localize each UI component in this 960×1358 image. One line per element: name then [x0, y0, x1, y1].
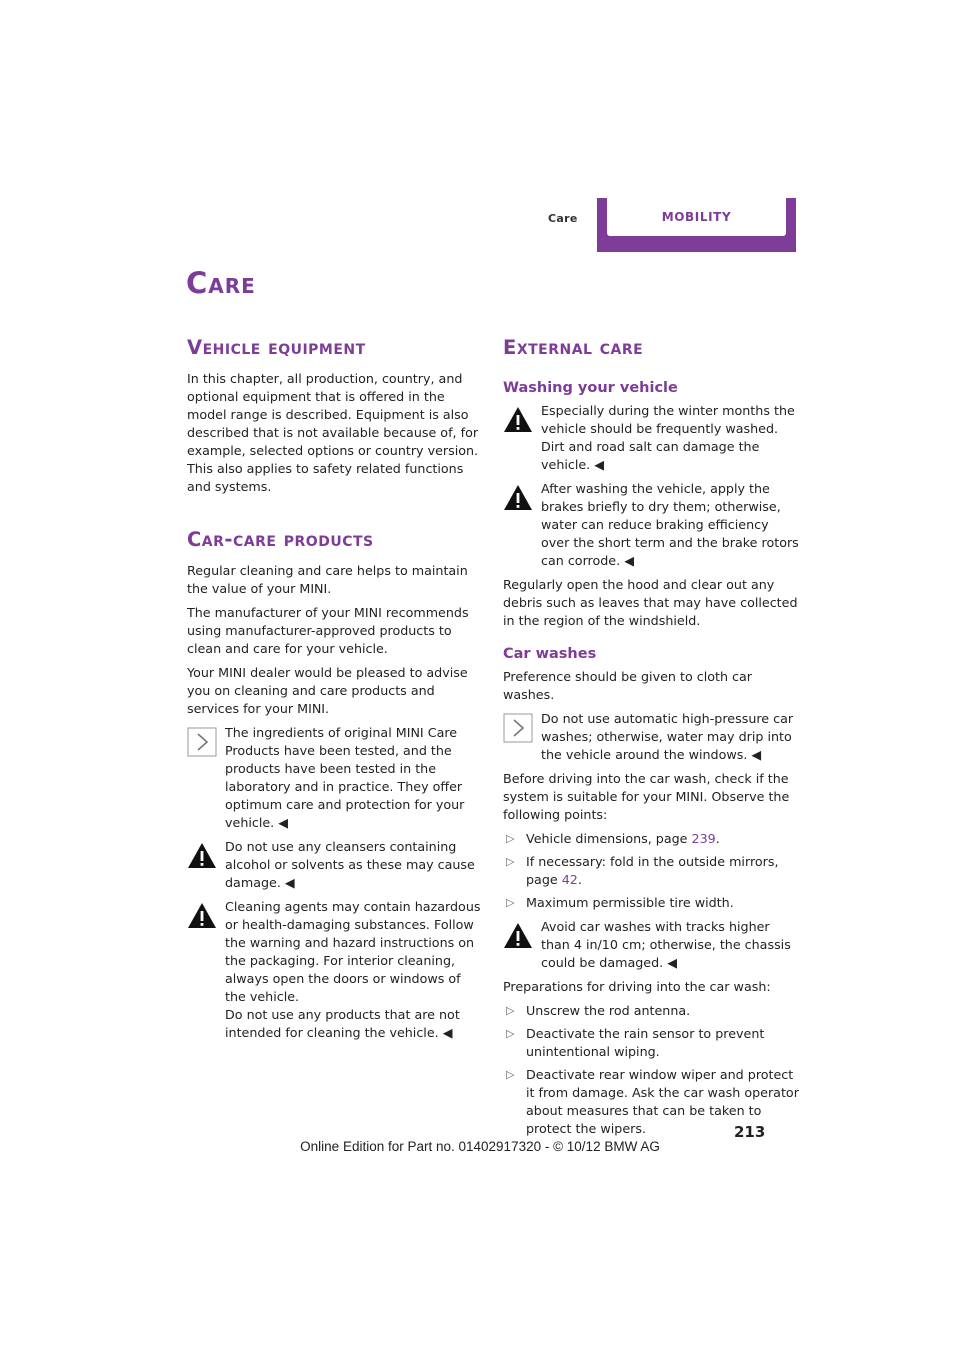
list-item: ▷ Deactivate rear window wiper and protect it from damage. Ask the car wash operator about measures that can be taken to protect the wipers.	[506, 1067, 799, 1136]
page-link-42[interactable]: 42	[561, 872, 578, 887]
warning-block	[187, 898, 483, 1042]
heading-external-care: External care	[503, 336, 644, 359]
end-mark: ◀	[594, 457, 605, 472]
paragraph: Preference should be given to cloth car washes.	[503, 669, 753, 702]
list-item: ▷ Unscrew the rod antenna.	[506, 1003, 691, 1018]
footer-text: Online Edition for Part no. 01402917320 - © 10/12 BMW AG	[300, 1139, 660, 1154]
warning-text: Do not use any cleansers containing alcohol or solvents as these may cause damage.	[225, 839, 475, 890]
end-mark: ◀	[624, 553, 634, 568]
paragraph: Before driving into the car wash, check if the system is suitable for your MINI. Observe the following points:	[503, 771, 790, 822]
warning-block	[503, 918, 799, 972]
chapter-tab	[597, 198, 796, 252]
end-mark: ◀	[442, 1025, 453, 1040]
warning-text: After washing the vehicle, apply the brakes briefly to dry them; otherwise, water can reduce braking efficiency over the short term and the brake rotors can corrode.	[541, 481, 799, 568]
paragraph: In this chapter, all production, country, and optional equipment that is offered in the model range is described. Equipment is also described that is not available because of, for example, selected options or country version. This also applies to safety related functions and systems.	[187, 371, 479, 494]
left-column	[187, 336, 483, 1048]
bullet-arrow-icon: ▷	[506, 896, 515, 909]
page-link-239[interactable]: 239	[691, 831, 716, 846]
warning-text: Do not use any products that are not intended for cleaning the vehicle.	[225, 1007, 460, 1040]
warning-triangle-icon	[503, 921, 533, 951]
warning-triangle-icon	[503, 405, 533, 435]
warning-block	[187, 838, 483, 892]
heading-vehicle-equipment: Vehicle equipment	[187, 336, 366, 359]
end-mark: ◀	[667, 955, 678, 970]
bullet-arrow-icon: ▷	[506, 832, 515, 845]
paragraph: Regularly open the hood and clear out any debris such as leaves that may have collected in the region of the windshield.	[503, 577, 798, 628]
end-mark: ◀	[284, 875, 295, 890]
list-item: ▷ Maximum permissible tire width.	[506, 895, 734, 910]
bullet-arrow-icon: ▷	[506, 855, 515, 868]
warning-triangle-icon	[187, 841, 217, 871]
list-item: ▷ Vehicle dimensions, page 239.	[506, 831, 720, 846]
paragraph: Regular cleaning and care helps to maintain the value of your MINI.	[187, 563, 468, 596]
bullet-arrow-icon: ▷	[506, 1004, 515, 1017]
page-title: Care	[186, 266, 256, 300]
heading-car-washes: Car washes	[503, 646, 597, 662]
warning-text: Avoid car washes with tracks higher than 4 in/10 cm; otherwise, the chassis could be damaged.	[541, 919, 791, 970]
end-mark: ◀	[751, 747, 762, 762]
note-arrow-icon	[187, 727, 217, 757]
warning-text: Cleaning agents may contain hazardous or health-damaging substances. Follow the warning and hazard instructions on the packaging. For interior cleaning, always open the doors or windows of the vehicle.	[225, 899, 481, 1004]
warning-triangle-icon	[187, 901, 217, 931]
paragraph: Preparations for driving into the car wash:	[503, 979, 771, 994]
bullet-arrow-icon: ▷	[506, 1027, 515, 1040]
checklist	[503, 830, 799, 912]
note-text: Do not use automatic high-pressure car washes; otherwise, water may drip into the vehicle around the windows.	[541, 711, 794, 762]
note-text: The ingredients of original MINI Care Products have been tested, and the products have been tested in the laboratory and in practice. They offer optimum care and protection for your vehicle.	[225, 725, 465, 830]
heading-washing-your-vehicle: Washing your vehicle	[503, 380, 678, 396]
warning-block	[503, 480, 799, 570]
chapter-tab-label: MOBILITY	[607, 198, 786, 236]
preparation-list	[503, 1002, 799, 1138]
page-number: 213	[734, 1123, 766, 1141]
bullet-arrow-icon: ▷	[506, 1068, 515, 1081]
note-block	[503, 710, 799, 764]
warning-block	[503, 402, 799, 474]
end-mark: ◀	[278, 815, 289, 830]
header-section-label: Care	[548, 212, 578, 225]
warning-triangle-icon	[503, 483, 533, 513]
note-block	[187, 724, 483, 832]
list-item: ▷ If necessary: fold in the outside mirrors, page 42.	[506, 854, 779, 887]
list-item: ▷ Deactivate the rain sensor to prevent unintentional wiping.	[506, 1026, 765, 1059]
paragraph: The manufacturer of your MINI recommends using manufacturer-approved products to clean and care for your vehicle.	[187, 605, 469, 656]
heading-car-care-products: Car-care products	[187, 528, 374, 551]
right-column	[503, 336, 799, 1144]
paragraph: Your MINI dealer would be pleased to advise you on cleaning and care products and services for your MINI.	[187, 665, 468, 716]
warning-text: Especially during the winter months the vehicle should be frequently washed. Dirt and road salt can damage the vehicle.	[541, 403, 795, 472]
note-arrow-icon	[503, 713, 533, 743]
